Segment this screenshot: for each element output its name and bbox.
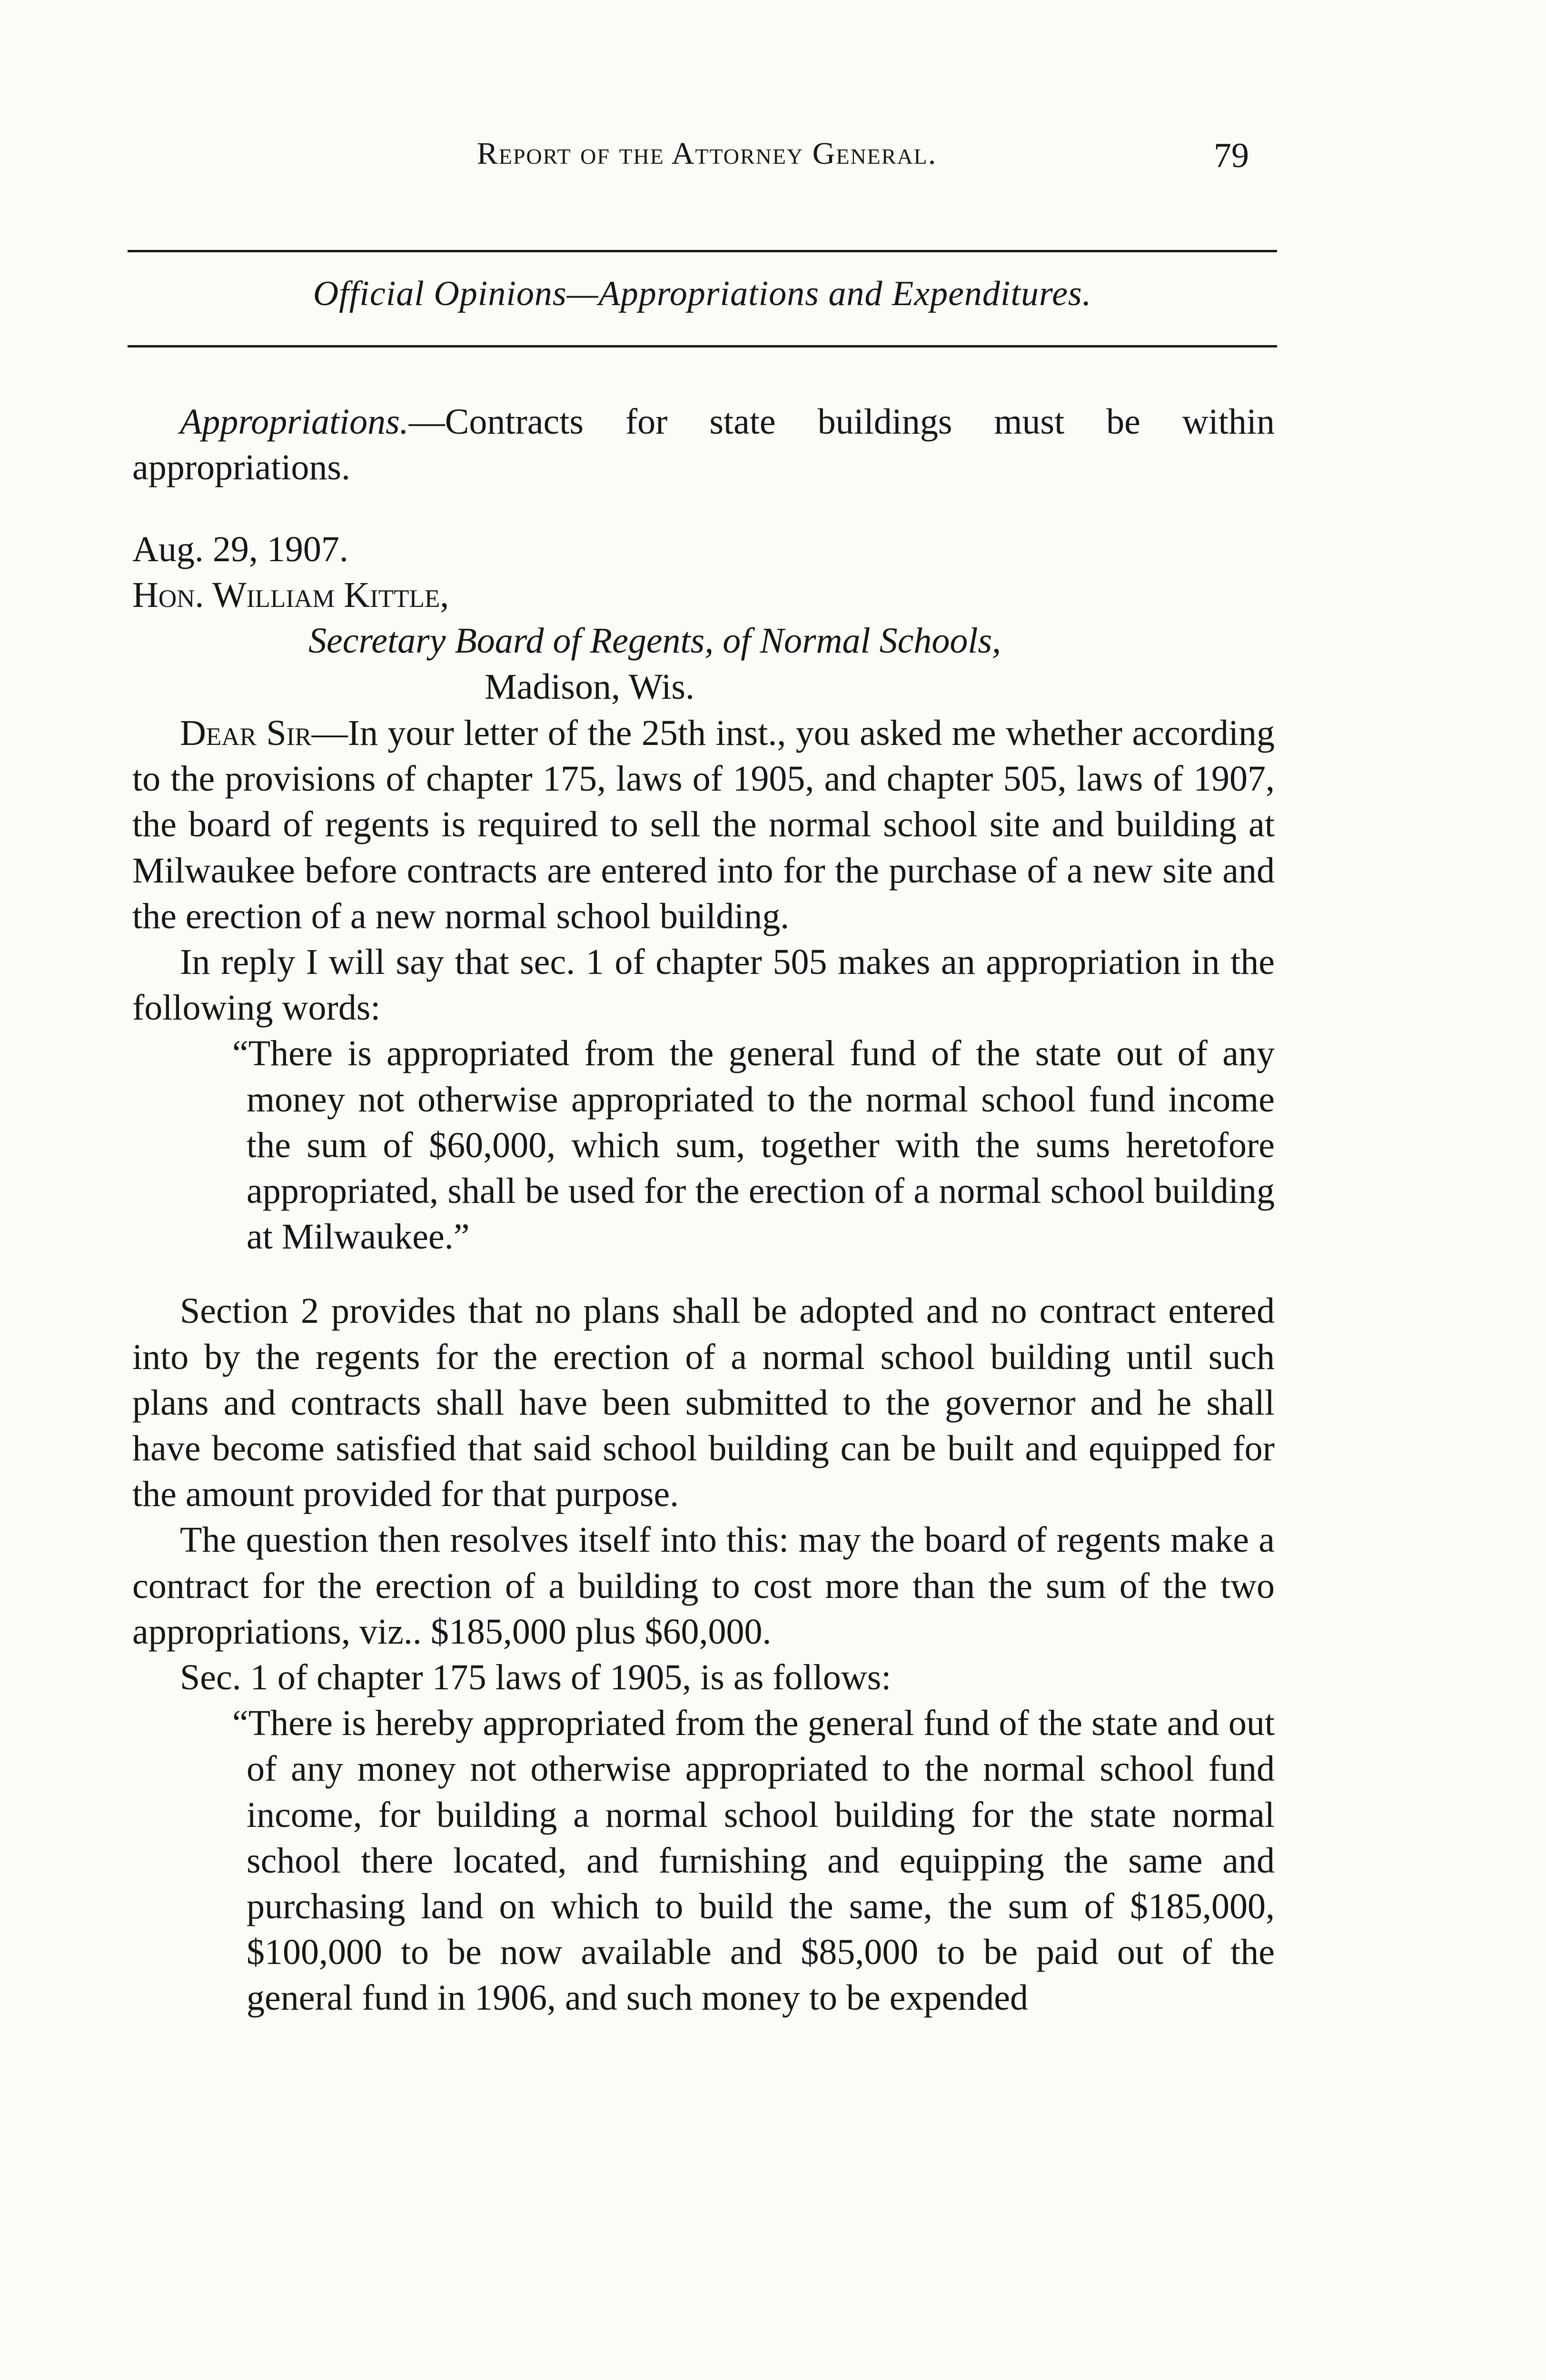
addressee-title: Secretary Board of Regents, of Normal Schools, [308,621,1001,661]
syllabus-text: —Contracts for state buildings must be within appropriations. [132,402,1275,488]
body-paragraph-2: In reply I will say that sec. 1 of chapter 505 makes an appropriation in the following words: [132,942,1275,1028]
syllabus-block [132,399,1275,490]
running-title: Report of the Attorney General. [476,136,937,171]
paragraph-1-text: —In your letter of the 25th inst., you asked me whether according to the provisions of chapter 175, laws of 1905, and chapter 505, laws of 1907, the board of regents is required to sell the normal school site and building at Milwaukee before contracts are entered into for the purchase of a new site and the erection of a new normal school building. [132,713,1275,936]
header-rule-top [128,250,1277,252]
letter-date: Aug. 29, 1907. [132,529,348,569]
block-quote-2 [199,1700,1275,2021]
body-paragraph-4: The question then resolves itself into this: may the board of regents make a contract for the erection of a building to cost more than the sum of the two appropriations, viz.. $185,000 plus $60,000. [132,1520,1275,1652]
body-paragraph-3: Section 2 provides that no plans shall be adopted and no contract entered into by the regents for the erection of a normal school building until such plans and contracts shall have been submitted to the governor and he shall have become satisfied that said school building can be built and equipped for the amount provided for that purpose. [132,1291,1275,1515]
syllabus [132,399,1275,490]
section-heading: Official Opinions—Appropriations and Expenditures. [313,274,1092,313]
salutation: Dear Sir [180,713,312,753]
addressee-place: Madison, Wis. [485,666,695,707]
page-number: 79 [1214,136,1249,175]
quote-1-text: “There is appropriated from the general fund of the state out of any money not otherwise appropriated to the normal school fund income the sum of $60,000, which sum, together with the sums heretofore appropriated, shall be used for the erection of a normal school building at Milwaukee.” [232,1033,1275,1257]
letter-heading [132,526,1275,710]
body-paragraph-1 [132,710,1275,939]
paragraph-gap [132,1259,1275,1288]
header-rule-bottom [128,345,1277,347]
addressee-name: Hon. William Kittle, [132,575,449,615]
syllabus-topic: Appropriations. [180,402,409,442]
letter-body [132,710,1275,2021]
body-paragraph-5: Sec. 1 of chapter 175 laws of 1905, is as follows: [180,1657,892,1698]
block-quote-1 [199,1031,1275,1259]
quote-2-text: “There is hereby appropriated from the general fund of the state and out of any money not otherwise appropriated to the normal school fund income, for building a normal school building for the state normal school there located, and furnishing and equipping the same and purchasing land on which to build the same, the sum of $185,000, $100,000 to be now available and $85,000 to be paid out of the general fund in 1906, and such money to be expended [232,1703,1275,2018]
